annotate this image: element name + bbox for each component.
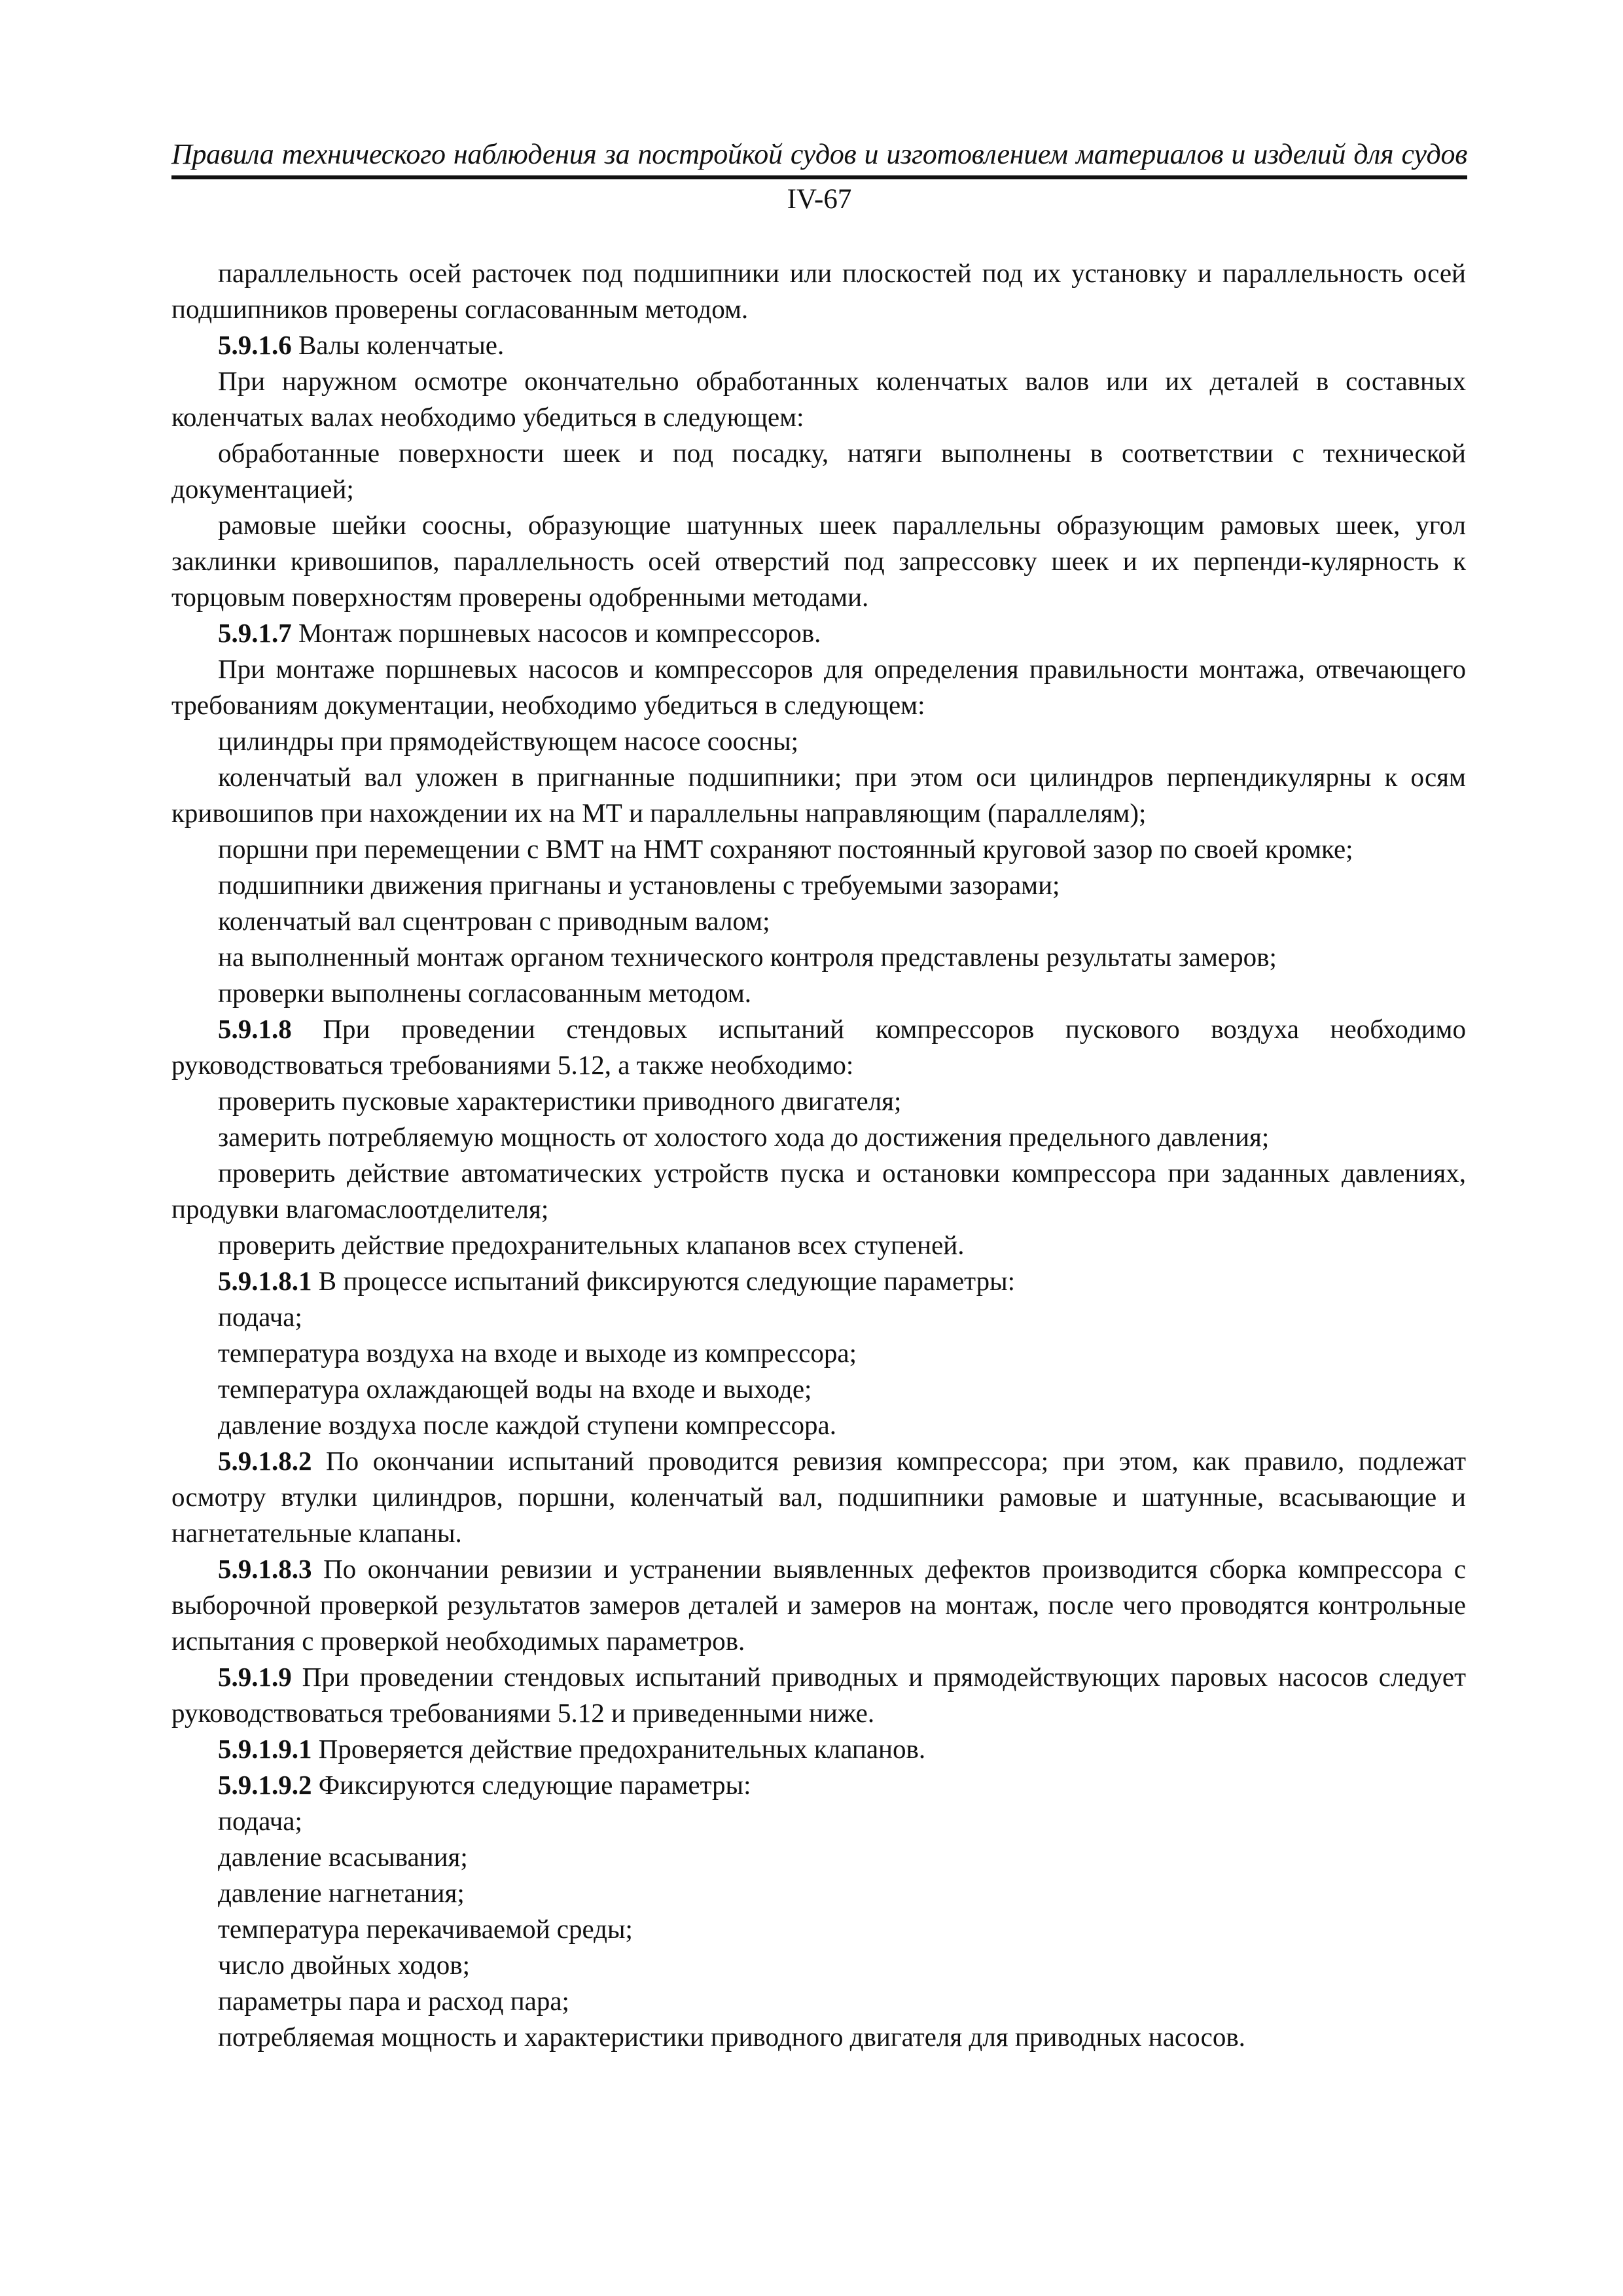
section-number: 5.9.1.7 (218, 618, 292, 648)
paragraph (171, 1911, 1466, 1947)
numbered-paragraph (171, 1263, 1466, 1299)
numbered-paragraph (171, 1731, 1466, 1767)
paragraph (171, 1983, 1466, 2019)
paragraph-text: температура перекачиваемой среды; (218, 1914, 633, 1944)
section-number: 5.9.1.8.2 (218, 1446, 312, 1476)
paragraph-text: При монтаже поршневых насосов и компрессоров для определения правильности монтажа, отвечающего требованиям документации, необходимо убедиться в следующем: (171, 654, 1466, 720)
paragraph (171, 255, 1466, 327)
paragraph-text: давление всасывания; (218, 1842, 468, 1872)
numbered-paragraph (171, 327, 1466, 363)
paragraph-text: Фиксируются следующие параметры: (312, 1770, 751, 1800)
paragraph-text: замерить потребляемую мощность от холостого хода до достижения предельного давления; (218, 1122, 1270, 1152)
section-number: 5.9.1.6 (218, 330, 292, 360)
paragraph-text: проверить действие автоматических устройств пуска и остановки компрессора при заданных давлениях, продувки влагомаслоотделителя; (171, 1158, 1466, 1224)
paragraph (171, 831, 1466, 867)
paragraph-text: коленчатый вал сцентрован с приводным валом; (218, 906, 770, 936)
paragraph-text: цилиндры при прямодействующем насосе соосны; (218, 726, 799, 756)
section-number: 5.9.1.8.1 (218, 1266, 312, 1296)
section-number: 5.9.1.9 (218, 1662, 292, 1692)
paragraph (171, 1299, 1466, 1335)
numbered-paragraph (171, 615, 1466, 651)
header-rule (171, 175, 1467, 179)
paragraph-text: параметры пара и расход пара; (218, 1986, 569, 2016)
paragraph-text: давление воздуха после каждой ступени компрессора. (218, 1410, 836, 1440)
paragraph (171, 1407, 1466, 1443)
paragraph-text: число двойных ходов; (218, 1950, 470, 1980)
paragraph (171, 975, 1466, 1011)
paragraph (171, 867, 1466, 903)
paragraph (171, 1839, 1466, 1875)
body-text (171, 255, 1466, 2055)
paragraph (171, 1875, 1466, 1911)
paragraph (171, 903, 1466, 939)
numbered-paragraph (171, 1011, 1466, 1083)
paragraph (171, 1083, 1466, 1119)
paragraph-text: проверки выполнены согласованным методом. (218, 978, 752, 1008)
paragraph-text: обработанные поверхности шеек и под посадку, натяги выполнены в соответствии с технической документацией; (171, 438, 1466, 504)
section-number: 5.9.1.9.2 (218, 1770, 312, 1800)
paragraph (171, 759, 1466, 831)
paragraph (171, 1335, 1466, 1371)
paragraph-text: проверить действие предохранительных клапанов всех ступеней. (218, 1230, 965, 1260)
paragraph (171, 939, 1466, 975)
header-title: Правила технического наблюдения за постройкой судов и изготовлением материалов и изделий для судов (171, 138, 1467, 170)
paragraph-text: температура воздуха на входе и выходе из компрессора; (218, 1338, 857, 1368)
paragraph (171, 1803, 1466, 1839)
paragraph (171, 507, 1466, 615)
paragraph-text: потребляемая мощность и характеристики приводного двигателя для приводных насосов. (218, 2022, 1245, 2052)
paragraph (171, 1371, 1466, 1407)
paragraph (171, 1947, 1466, 1983)
paragraph (171, 1227, 1466, 1263)
paragraph-text: При наружном осмотре окончательно обработанных коленчатых валов или их деталей в составных коленчатых валах необходимо убедиться в следующем: (171, 366, 1466, 432)
paragraph-text: При проведении стендовых испытаний компрессоров пускового воздуха необходимо руководствоваться требованиями 5.12, а также необходимо: (171, 1014, 1466, 1080)
paragraph-text: При проведении стендовых испытаний приводных и прямодействующих паровых насосов следует руководствоваться требованиями 5.12 и приведенными ниже. (171, 1662, 1466, 1728)
paragraph (171, 363, 1466, 435)
numbered-paragraph (171, 1551, 1466, 1659)
paragraph-text: давление нагнетания; (218, 1878, 465, 1908)
paragraph (171, 723, 1466, 759)
section-number: 5.9.1.8.3 (218, 1554, 312, 1584)
section-number: 5.9.1.9.1 (218, 1734, 312, 1764)
numbered-paragraph (171, 1443, 1466, 1551)
paragraph-text: Валы коленчатые. (291, 330, 505, 360)
paragraph-text: на выполненный монтаж органом технического контроля представлены результаты замеров; (218, 942, 1277, 972)
section-number: 5.9.1.8 (218, 1014, 292, 1044)
paragraph-text: подшипники движения пригнаны и установлены с требуемыми зазорами; (218, 870, 1060, 900)
paragraph-text: параллельность осей расточек под подшипники или плоскостей под их установку и параллельность осей подшипников проверены согласованным методом. (171, 258, 1466, 324)
paragraph-text: подача; (218, 1302, 302, 1332)
paragraph-text: Проверяется действие предохранительных клапанов. (312, 1734, 926, 1764)
paragraph-text: проверить пусковые характеристики приводного двигателя; (218, 1086, 902, 1116)
paragraph-text: Монтаж поршневых насосов и компрессоров. (291, 618, 821, 648)
numbered-paragraph (171, 1767, 1466, 1803)
running-header (171, 136, 1467, 173)
paragraph-text: рамовые шейки соосны, образующие шатунных шеек параллельны образующим рамовых шеек, угол заклинки кривошипов, параллельность осей отверстий под запрессовку шеек и их перпенди-кулярность к торцовым поверхностям проверены одобренными методами. (171, 510, 1466, 612)
paragraph (171, 2019, 1466, 2055)
paragraph-text: подача; (218, 1806, 302, 1836)
numbered-paragraph (171, 1659, 1466, 1731)
paragraph-text: В процессе испытаний фиксируются следующие параметры: (312, 1266, 1016, 1296)
paragraph (171, 1155, 1466, 1227)
paragraph-text: коленчатый вал уложен в пригнанные подшипники; при этом оси цилиндров перпендикулярны к осям кривошипов при нахождении их на МТ и параллельны направляющим (параллелям); (171, 762, 1466, 828)
paragraph-text: По окончании испытаний проводится ревизия компрессора; при этом, как правило, подлежат осмотру втулки цилиндров, поршни, коленчатый вал, подшипники рамовые и шатунные, всасывающие и нагнетательные клапаны. (171, 1446, 1466, 1548)
paragraph-text: По окончании ревизии и устранении выявленных дефектов производится сборка компрессора с выборочной проверкой результатов замеров деталей и замеров на монтаж, после чего проводятся контрольные испытания с проверкой необходимых параметров. (171, 1554, 1466, 1656)
paragraph (171, 435, 1466, 507)
paragraph-text: температура охлаждающей воды на входе и выходе; (218, 1374, 812, 1404)
paragraph (171, 1119, 1466, 1155)
paragraph-text: поршни при перемещении с ВМТ на НМТ сохраняют постоянный круговой зазор по своей кромке; (218, 834, 1353, 864)
page-number: IV-67 (787, 184, 852, 215)
paragraph (171, 651, 1466, 723)
